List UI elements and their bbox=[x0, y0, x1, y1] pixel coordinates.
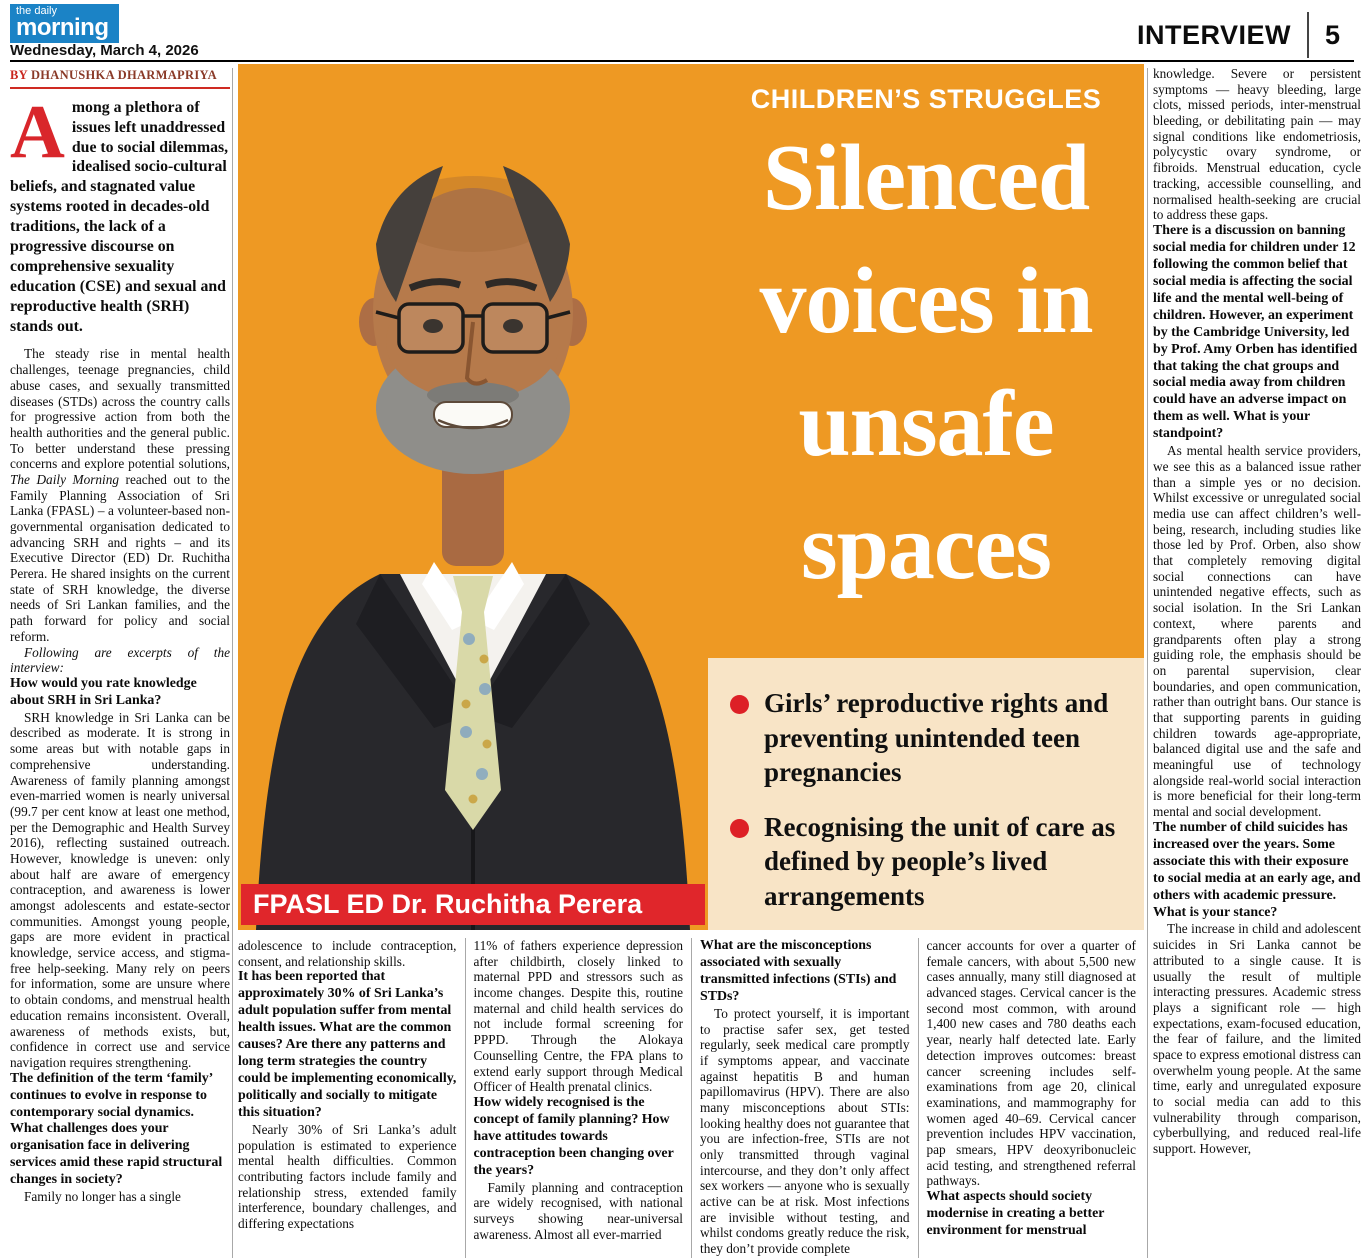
highlight-text: Recognising the unit of care as defined by people’s lived arrangements bbox=[764, 811, 1116, 911]
headline-area bbox=[708, 64, 1144, 930]
bullet-icon bbox=[730, 695, 749, 714]
main-headline bbox=[708, 117, 1144, 610]
section-divider bbox=[1307, 12, 1309, 58]
answer: Nearly 30% of Sri Lanka’s adult population is estimated to experience mental health difficulties. Common contributing factors include family and relationship stress, extended family interference, boundary challenges, and differing expectations bbox=[238, 1121, 457, 1232]
section-header bbox=[1137, 12, 1340, 58]
article-bottom-columns bbox=[238, 938, 1144, 1258]
question-2: The definition of the term ‘family’ continues to evolve in response to contemporary social dynamics. What challenges does your organisation face in delivering services amid these rapid structural changes in society? bbox=[10, 1070, 223, 1188]
newspaper-logo bbox=[10, 4, 119, 43]
intro-text-b: reached out to the Family Planning Association of Sri Lanka (FPASL) – a volunteer-based non-governmental organisation dedicated to advancing SRH and rights – and its Executive Director (ED) Dr. Ruchitha Perera. He shared insights on the current state of SRH knowledge, the diverse needs of Sri Lankan families, and the path forward for policy and social reform. bbox=[10, 471, 230, 644]
lead-paragraph bbox=[10, 89, 230, 337]
column-right bbox=[1153, 66, 1361, 1256]
answer-2: Family no longer has a single bbox=[24, 1189, 181, 1205]
kicker: CHILDREN’S STRUGGLES bbox=[750, 84, 1102, 114]
column-rule-1 bbox=[232, 68, 233, 1258]
answer: Family planning and contraception are widely recognised, with national surveys showing near-universal awareness. Almost all ever-married bbox=[473, 1179, 683, 1242]
portrait-illustration bbox=[238, 64, 708, 930]
answer: The increase in child and adolescent suicides in Sri Lanka cannot be attributed to a single cause. It is usually the result of multiple interacting pressures. Academic stress plays a significant role — high expectations, exam-focused education, the fear of failure, and the limited space to express emotional distress can overwhelm young people. At the same time, early and unregulated exposure to social media can add to this vulnerability through comparison, cyberbullying, and reduced real-life support. However, bbox=[1153, 921, 1361, 1157]
question: What aspects should society modernise in creating a better environment for menstrual bbox=[926, 1189, 1105, 1238]
highlights-panel bbox=[708, 658, 1144, 930]
question: It has been reported that approximately 30% of Sri Lanka’s adult population suffer from mental health issues. What are the common causes? Are there any patterns and long term strategies the country could be implementing economically, politically and socially to mitigate this situation? bbox=[238, 969, 457, 1120]
headline-line: Silenced bbox=[762, 126, 1090, 230]
continued-text: 11% of fathers experience depression after childbirth, closely linked to maternal PPD and stressors such as income changes. Despite this, routine maternal and child health services do not include formal screening for PPPD. Through the Alokaya Counselling Centre, the FPA plans to extend early support through Medical Officer of Health prenatal clinics. bbox=[473, 938, 683, 1095]
answer: To protect yourself, it is important to practise safer sex, get tested regularly, seek medical care promptly if symptoms appear, and vaccinate against hepatitis B and human papillomavirus (HPV). There are also many misconceptions about STIs: looking healthy does not guarantee that you are infection-free, STIs are not only transmitted through vaginal intercourse, and they don’t only affect sex workers — anyone who is sexually active can be at risk. Most infections are invisible without testing, and whilst condoms greatly reduce the risk, they don’t provide complete bbox=[700, 1005, 910, 1257]
page-number: 5 bbox=[1324, 19, 1340, 50]
byline-name: DHANUSHKA DHARMAPRIYA bbox=[30, 68, 217, 82]
intro-text-a: The steady rise in mental health challenges, teenage pregnancies, child abuse cases, and sexually transmitted diseases (STDs) across the country calls for progressive action from both the health authorities and the general public. To better understand these pressing concerns and explore potential solutions, bbox=[10, 346, 230, 472]
question-1: How would you rate knowledge about SRH in Sri Lanka? bbox=[10, 675, 197, 708]
answer-1: SRH knowledge in Sri Lanka can be described as moderate. It is strong in some areas but with notable gaps in comprehensive understanding. Awareness of family planning amongst even-married women is nearly universal (99.7 per cent know at least one method, per the Demographic and Health Survey 2016), reflecting sustained outreach. However, knowledge is uneven: only about half are aware of emergency contraception, and awareness is lower amongst adolescents and estate-sector communities. Amongst young people, gaps are more evident in practical knowledge, service access, and stigma-free help-seeking. Many rely on peers for information, some are unsure where to obtain condoms, and menstrual health education remains inconsistent. Overall, awareness of methods exists, but, confidence in correct use and service navigation requires strengthening. bbox=[10, 709, 230, 1070]
continued-text: adolescence to include contraception, consent, and relationship skills. bbox=[238, 938, 457, 969]
bullet-icon bbox=[730, 819, 749, 838]
photo-caption: FPASL ED Dr. Ruchitha Perera bbox=[241, 884, 705, 925]
masthead bbox=[10, 4, 199, 59]
headline-line: voices in bbox=[759, 249, 1093, 354]
highlight-text: Girls’ reproductive rights and preventing unintended teen pregnancies bbox=[764, 688, 1109, 788]
lead-text: mong a plethora of issues left unaddressed due to social dilemmas, idealised socio-cultural beliefs, and stagnated value systems rooted in decades-old traditions, the lack of a progressive discourse on comprehensive sexuality education (CSE) and sexual and reproductive health (SRH) stands out. bbox=[10, 98, 229, 335]
column-3 bbox=[465, 938, 692, 1258]
question: What are the misconceptions associated with sexually transmitted infections (STIs) and STDs? bbox=[700, 938, 897, 1004]
headline-line: spaces bbox=[801, 495, 1051, 600]
question: The number of child suicides has increased over the years. Some associate this with their exposure to social media at an early age, and others with academic pressure. What is your stance? bbox=[1153, 819, 1361, 920]
publication-name: The Daily Morning bbox=[10, 471, 120, 487]
issue-date: Wednesday, March 4, 2026 bbox=[10, 42, 199, 59]
highlight-item bbox=[730, 810, 1122, 914]
byline-prefix: BY bbox=[10, 68, 31, 82]
highlight-item bbox=[730, 686, 1122, 790]
answer: As mental health service providers, we see this as a balanced issue rather than a simple yes or no decision. Whilst excessive or unregulated social media use can affect children’s well-being, research, including studies like those led by Prof. Orben, also show that completely removing digital social connections can have unintended negative effects, such as social isolation. In the Sri Lankan context, where parents and grandparents often play a strong guiding role, the emphasis should be on parental supervision, clear boundaries, and open communication, rather than outright bans. Our stance is that supporting parents in guiding children towards age-appropriate, balanced digital use and the safe and meaningful use of technology alongside real-world social interaction is more beneficial for their long-term mental and social development. bbox=[1153, 443, 1361, 820]
column-intro bbox=[10, 68, 230, 1256]
headline-line: unsafe bbox=[798, 372, 1054, 477]
section-label: INTERVIEW bbox=[1136, 19, 1291, 50]
continued-text: cancer accounts for over a quarter of female cancers, with about 5,500 new cases annually, many still diagnosed at advanced stages. Cervical cancer is the second most common, with around 1,400 new cases and 780 deaths each year, nearly half detected late. Early detection improves outcomes: breast cancer screening includes self-examinations from age 20, clinical examinations, and mammography for women aged 40–69. Cervical cancer prevention includes HPV vaccination, pap smears, HPV deoxyribonucleic acid testing, and strengthened referral pathways. bbox=[926, 938, 1136, 1189]
logo-main-text: morning bbox=[16, 14, 109, 41]
drop-cap: A bbox=[10, 89, 65, 174]
feature-block bbox=[238, 64, 1144, 930]
logo-top-text: the daily bbox=[16, 5, 57, 17]
intro-paragraph bbox=[10, 346, 230, 644]
column-2 bbox=[238, 938, 465, 1258]
column-rule-2 bbox=[1147, 68, 1148, 1258]
continued-text: knowledge. Severe or persistent symptoms — heavy bleeding, large clots, missed periods, inter-menstrual bleeding, or debilitating pain — may signal conditions like endometriosis, polycystic ovary syndrome, or fibroids. Menstrual education, cycle tracking, accessible counselling, and normalised health-seeking are crucial to address these gaps. bbox=[1153, 66, 1361, 223]
excerpt-note: Following are excerpts of the interview: bbox=[10, 644, 230, 676]
question: There is a discussion on banning social media for children under 12 following the common belief that social media is affecting the social life and the mental well-being of children. However, an experiment by the Cambridge University, led by Prof. Amy Orben has identified that taking the chat groups and social media away from children could have an adverse impact on them as well. What is your standpoint? bbox=[1153, 222, 1358, 442]
column-4 bbox=[691, 938, 918, 1258]
interviewee-photo bbox=[238, 64, 708, 930]
header-rule bbox=[10, 60, 1354, 62]
byline bbox=[10, 68, 230, 89]
column-5 bbox=[918, 938, 1145, 1258]
question: How widely recognised is the concept of family planning? How have attitudes towards contraception been changing over the years? bbox=[473, 1094, 674, 1178]
